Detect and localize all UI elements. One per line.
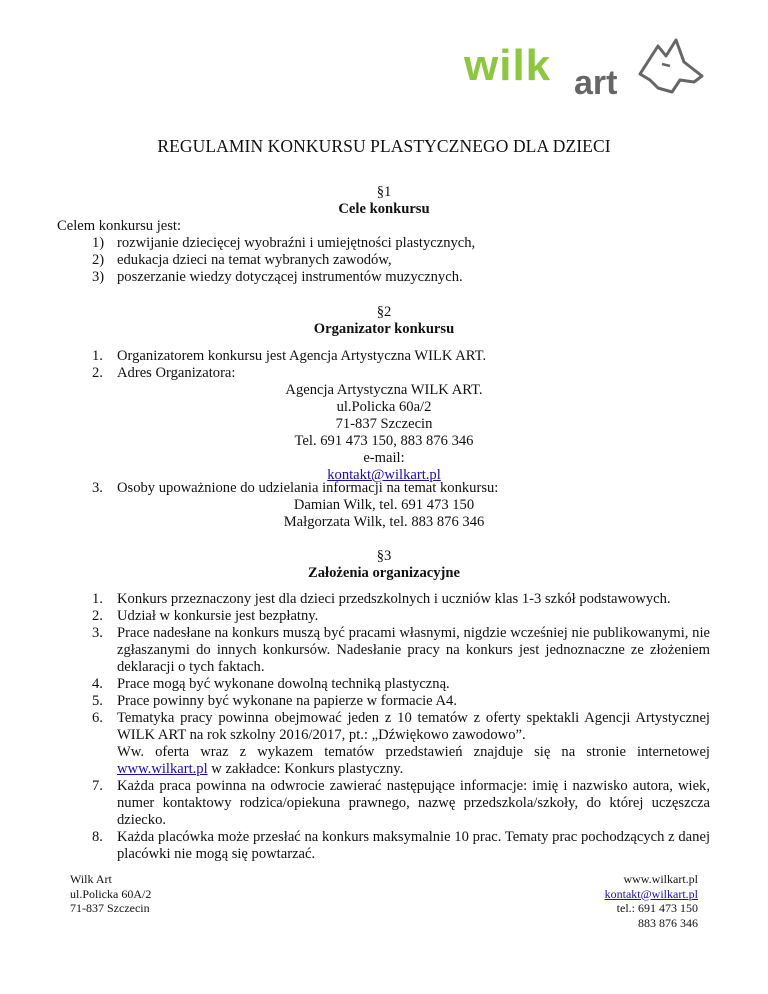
list-item: 3) poszerzanie wiedzy dotyczącej instrumentów muzycznych. [92, 269, 463, 285]
document-title: REGULAMIN KONKURSU PLASTYCZNEGO DLA DZIECI [157, 136, 611, 156]
list-item: 4. Prace mogą być wykonane dowolną techniką plastyczną. [92, 676, 450, 692]
section-2-heading [0, 304, 768, 338]
wilkart-logo [462, 34, 712, 104]
list-item: 3. Osoby upoważnione do udzielania informacji na temat konkursu: [92, 480, 499, 496]
section-2-name: Organizator konkursu [313, 321, 455, 337]
list-item: 7. Każda praca powinna na odwrocie zawierać następujące informacje: imię i nazwisko autora, wiek, numer kontaktowy rodzica/opiekuna prawnego, nazwę przedszkola/szkoły, do której uczęszcza dziecko. [92, 778, 710, 828]
list-item: 1. Organizatorem konkursu jest Agencja Artystyczna WILK ART. [92, 348, 487, 364]
section-2-number: §2 [376, 304, 392, 320]
goals-list [70, 235, 710, 286]
list-item: 1. Konkurs przeznaczony jest dla dzieci przedszkolnych i uczniów klas 1-3 szkół podstawowych. [92, 591, 671, 607]
section-2-item3 [70, 480, 710, 497]
wolf-logo-icon [462, 34, 712, 104]
section-1-heading [0, 184, 768, 218]
list-item: 5. Prace powinny być wykonane na papierze w formacie A4. [92, 693, 457, 709]
logo-text-art: art [574, 64, 618, 102]
organizer-list [70, 348, 710, 382]
footer-contact: www.wilkart.pl kontakt@wilkart.pl tel.: 691 473 150 883 876 346 [604, 872, 698, 930]
footer-email-link[interactable]: kontakt@wilkart.pl [604, 886, 698, 901]
contact-persons: Damian Wilk, tel. 691 473 150 Małgorzata Wilk, tel. 883 876 346 [283, 497, 485, 530]
section-3-number: §3 [376, 548, 392, 564]
section-2-body [70, 348, 710, 382]
organizer-address: Agencja Artystyczna WILK ART. ul.Policka 60a/2 71-837 Szczecin Tel. 691 473 150, 883 876 346 e-mail: kontakt@wilkart.pl [285, 382, 483, 483]
list-item: 2. Udział w konkursie jest bezpłatny. [92, 608, 319, 624]
section-1-name: Cele konkursu [338, 201, 430, 217]
section-3-name: Założenia organizacyjne [308, 565, 460, 581]
list-item: 6. Tematyka pracy powinna obejmować jeden z 10 tematów z oferty spektakli Agencji Artystycznej WILK ART na rok szkolny 2016/2017, pt.: „Dźwiękowo zawodowo”. Ww. oferta wraz z wykazem tematów przedstawień znajduje się na stronie internetowej www.wilkart.pl w zakładce: Konkurs plastyczny. [92, 710, 710, 777]
section-3-body [70, 591, 710, 863]
list-item: 2. Adres Organizatora: [92, 365, 236, 381]
email-link[interactable]: kontakt@wilkart.pl [327, 467, 441, 483]
footer-address: Wilk Art ul.Policka 60A/2 71-837 Szczecin [70, 872, 152, 915]
section-1-body [57, 218, 710, 286]
section-1-intro: Celem konkursu jest: [57, 218, 182, 234]
section-3-heading [0, 548, 768, 582]
website-link[interactable]: www.wilkart.pl [117, 761, 208, 777]
section-1-number: §1 [376, 184, 392, 200]
rules-list [70, 591, 710, 863]
list-item: 2) edukacja dzieci na temat wybranych zawodów, [92, 252, 392, 268]
list-item: 8. Każda placówka może przesłać na konkurs maksymalnie 10 prac. Tematy prac pochodzących z danej placówki nie mogą się powtarzać. [92, 829, 710, 862]
list-item: 3. Prace nadesłane na konkurs muszą być pracami własnymi, nigdzie wcześniej nie publikowanymi, nie zgłaszanymi do innych konkursów. Nadesłanie pracy na konkurs jest jednoznaczne ze złożeniem deklaracji o tych faktach. [92, 625, 710, 675]
logo-text-wilk: wilk [464, 41, 552, 90]
list-item: 1) rozwijanie dziecięcej wyobraźni i umiejętności plastycznych, [92, 235, 476, 251]
